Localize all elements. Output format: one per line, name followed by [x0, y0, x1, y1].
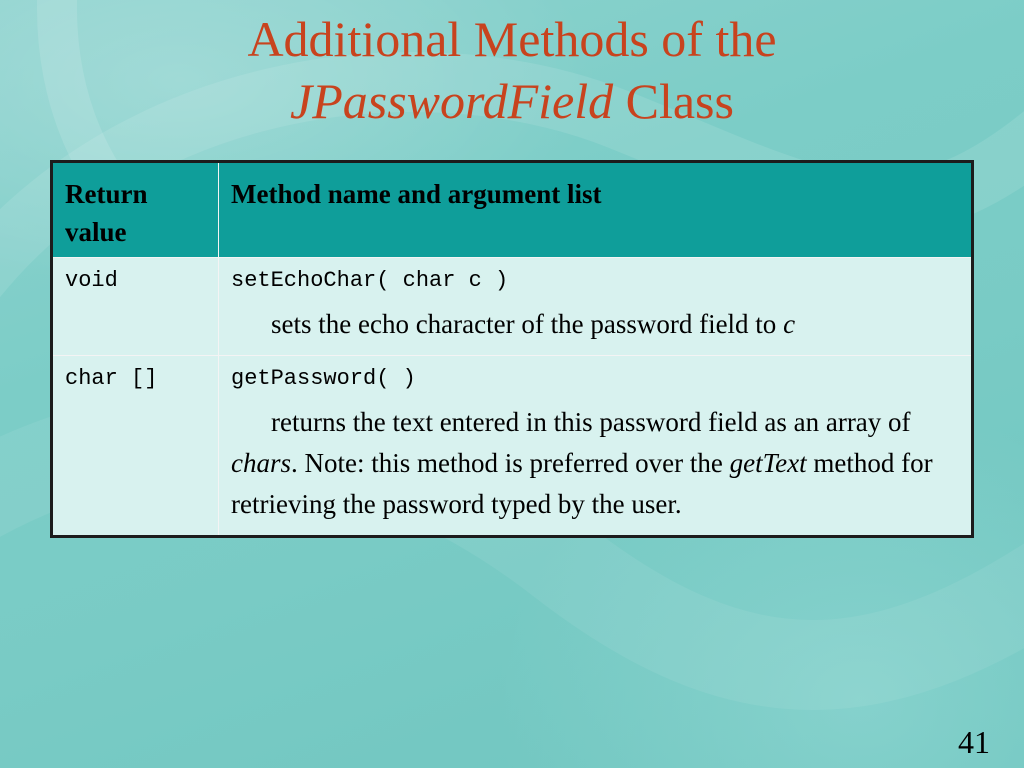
- method-cell: [219, 258, 973, 356]
- return-type: char []: [65, 366, 158, 391]
- description-text: returns the text entered in this password field as an array of: [271, 407, 911, 437]
- method-description: [231, 402, 959, 525]
- method-signature: setEchoChar( char c ): [231, 268, 509, 293]
- slide-title: [0, 8, 1024, 132]
- method-signature: getPassword( ): [231, 366, 416, 391]
- description-italic-term: getText: [729, 448, 807, 478]
- return-value-cell: [52, 258, 219, 356]
- title-line-1: Additional Methods of the: [247, 11, 777, 67]
- description-italic-term: chars: [231, 448, 291, 478]
- title-line-2-suffix: Class: [613, 73, 734, 129]
- description-text: sets the echo character of the password field to: [271, 309, 784, 339]
- title-class-name: JPasswordField: [290, 73, 614, 129]
- methods-table: [50, 160, 974, 538]
- page-number: 41: [958, 724, 990, 760]
- description-italic-term: c: [783, 309, 796, 339]
- description-text: method for retrieving the password typed by the user.: [231, 448, 933, 519]
- table-row: [52, 356, 973, 537]
- table-row: [52, 258, 973, 356]
- return-value-cell: [52, 356, 219, 537]
- table-header-row: [52, 162, 973, 258]
- header-return-value: Return value: [52, 162, 219, 258]
- header-method: Method name and argument list: [219, 162, 973, 258]
- description-text: . Note: this method is preferred over the: [291, 448, 730, 478]
- method-cell: [219, 356, 973, 537]
- method-description: [231, 304, 959, 345]
- return-type: void: [65, 268, 118, 293]
